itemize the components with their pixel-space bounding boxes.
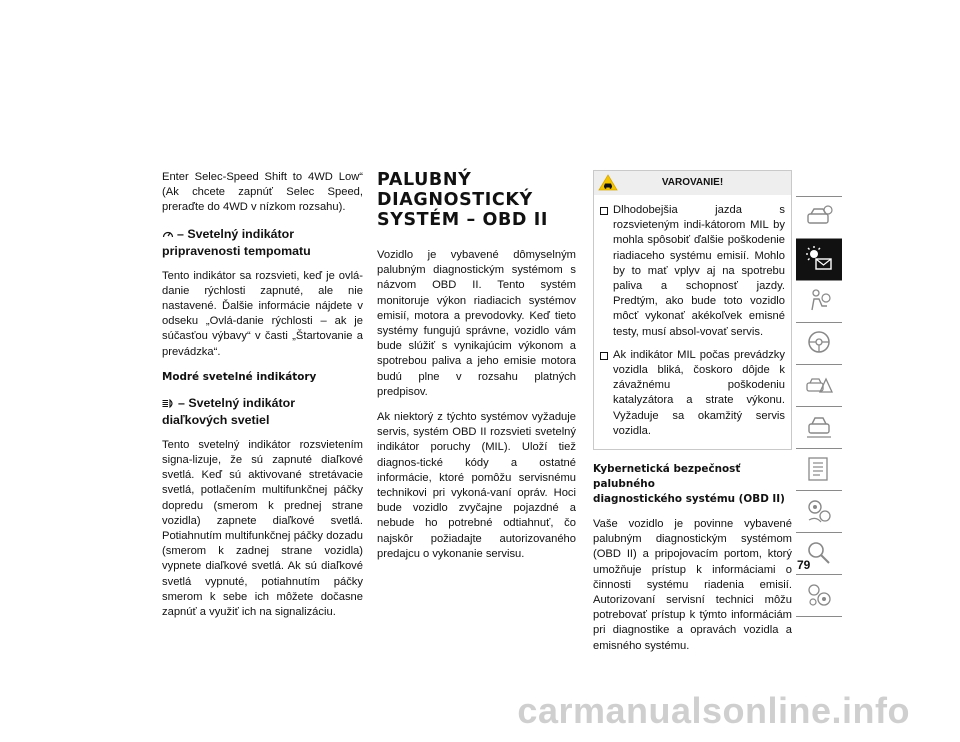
cyber-heading-line2: diagnostického systému (OBD II) bbox=[593, 493, 785, 506]
cyber-heading-line1: Kybernetická bezpečnosť palubného bbox=[593, 463, 741, 491]
tab-instrument-panel[interactable] bbox=[796, 238, 842, 280]
warning-body bbox=[594, 195, 791, 449]
tab-car-info[interactable] bbox=[796, 196, 842, 238]
tab-multimedia[interactable] bbox=[796, 574, 842, 617]
tab-safety[interactable] bbox=[796, 280, 842, 322]
tab-specifications[interactable] bbox=[796, 490, 842, 532]
column-right bbox=[593, 170, 792, 664]
tab-driving[interactable] bbox=[796, 322, 842, 364]
cruise-heading-text: – Svetelný indikátor pripravenosti tempomatu bbox=[162, 226, 311, 258]
warning-header bbox=[594, 171, 791, 195]
warning-item bbox=[600, 348, 785, 439]
section-title-line2: SYSTÉM – OBD II bbox=[377, 210, 548, 230]
cyber-heading bbox=[593, 462, 792, 507]
maintenance-icon bbox=[804, 454, 834, 484]
warning-item-text: Ak indikátor MIL počas prevádzky vozidla bliká, čoskoro dôjde k závažnému poškodeniu katalyzátora a strate výkonu. Vyžaduje sa okamžitý servis vozidla. bbox=[613, 348, 785, 437]
bullet-box-icon bbox=[600, 207, 608, 215]
warning-box bbox=[593, 170, 792, 450]
blue-indicators-heading: Modré svetelné indikátory bbox=[162, 370, 317, 383]
high-beam-icon bbox=[162, 396, 175, 412]
steering-wheel-icon bbox=[804, 328, 834, 358]
instrument-panel-icon bbox=[804, 244, 834, 274]
highbeam-heading-text: – Svetelný indikátor diaľkových svetiel bbox=[162, 395, 296, 427]
cruise-control-icon bbox=[162, 227, 174, 243]
warning-title: VAROVANIE! bbox=[661, 177, 724, 188]
cruise-paragraph: Tento indikátor sa rozsvieti, keď je ovlá-danie rýchlosti zapnuté, ale nie nastavené. Ďalšie informácie nájdete v odseku „Ovlá-danie rýchlosti – ak je súčasťou výbavy“ v časti „Štartovanie a prevádzka“. bbox=[162, 269, 363, 358]
chapter-tabs bbox=[796, 196, 842, 617]
airbag-safety-icon bbox=[804, 286, 834, 316]
warning-triangle-icon bbox=[804, 370, 834, 400]
section-title bbox=[377, 170, 576, 230]
bullet-box-icon bbox=[600, 352, 608, 360]
warning-item bbox=[600, 203, 785, 340]
tab-maintenance[interactable] bbox=[796, 448, 842, 490]
cyber-paragraph: Vaše vozidlo je povinne vybavené palubným diagnostickým systémom (OBD II) a pripojovacím portom, ktorý umožňuje prístup k informáciami o činnosti systému riadenia emisií. Autorizovaní servisní technici môžu potrebovať prístup k týmto informáciám pri diagnostike a opravách vozidla a emisného systému. bbox=[593, 518, 792, 652]
tab-emergency[interactable] bbox=[796, 364, 842, 406]
column-left bbox=[162, 170, 363, 630]
multimedia-icon bbox=[804, 580, 834, 610]
watermark: carmanualsonline.info bbox=[517, 690, 910, 731]
column-middle bbox=[377, 170, 576, 572]
car-info-icon bbox=[804, 202, 834, 232]
obd-paragraph-2: Ak niektorý z týchto systémov vyžaduje servis, systém OBD II rozsvieti svetelný indikátor poruchy (MIL). Uloží tiež diagnos-tické kódy a ostatné informácie, ktoré pomôžu servisnému technikovi pri vykoná-vaní opráv. Hoci bude vozidlo zvyčajne pojazdné a nebude ho potrebné odtiahnuť, čo najskôr požiadajte autorizovaného predajcu o vykonanie servisu. bbox=[377, 411, 576, 560]
highbeam-indicator-heading bbox=[162, 395, 363, 428]
cruise-indicator-heading bbox=[162, 226, 363, 259]
service-car-icon bbox=[804, 412, 834, 442]
page-number: 79 bbox=[797, 558, 811, 572]
tab-service[interactable] bbox=[796, 406, 842, 448]
section-title-line1: PALUBNÝ DIAGNOSTICKÝ bbox=[377, 170, 533, 210]
warning-item-text: Dlhodobejšia jazda s rozsvieteným indi-kátorom MIL by mohla spôsobiť ďalšie poškodenie riadiaceho systému emisií. Mohlo by to mať vplyv aj na spotrebu paliva a schopnosť jazdy. Predtým, ako bude toto vozidlo môcť vykonať akékoľvek emisné testy, musí absol-vovať servis. bbox=[613, 204, 785, 338]
obd-paragraph-1: Vozidlo je vybavené dômyselným palubným diagnostickým systémom s názvom OBD II. Tento systém monitoruje výkon riadiacich systémov emisií, motora a prevodovky. Keď tieto systémy fungujú správne, vozidlo vám bude slúžiť s vynikajúcim výkonom a spotrebou paliva a jeho emisie motora budú plne v rozsahu platných predpisov. bbox=[377, 249, 576, 398]
warning-car-icon bbox=[598, 174, 618, 191]
intro-paragraph: Enter Selec-Speed Shift to 4WD Low“ (Ak chcete zapnúť Selec Speed, preraďte do 4WD v nízkom rozsahu). bbox=[162, 171, 363, 214]
highbeam-paragraph: Tento svetelný indikátor rozsvietením signa-lizuje, že sú zapnuté diaľkové svetlá. Keď sú aktivované stretávacie svetlá, potlačením multifunkčnej páčky dopredu (smerom k prednej strane vozidla) zapnete diaľkové svetlá. Potiahnutím multifunkčnej páčky dozadu (smerom k zadnej strane vozidla) vypnete diaľkové svetlá. Ak sú diaľkové svetlá vypnuté, potiahnutím páčky smerom k sebe ich môžete dočasne zapnúť a využiť ich na signalizáciu. bbox=[162, 438, 363, 619]
specs-gear-icon bbox=[804, 496, 834, 526]
